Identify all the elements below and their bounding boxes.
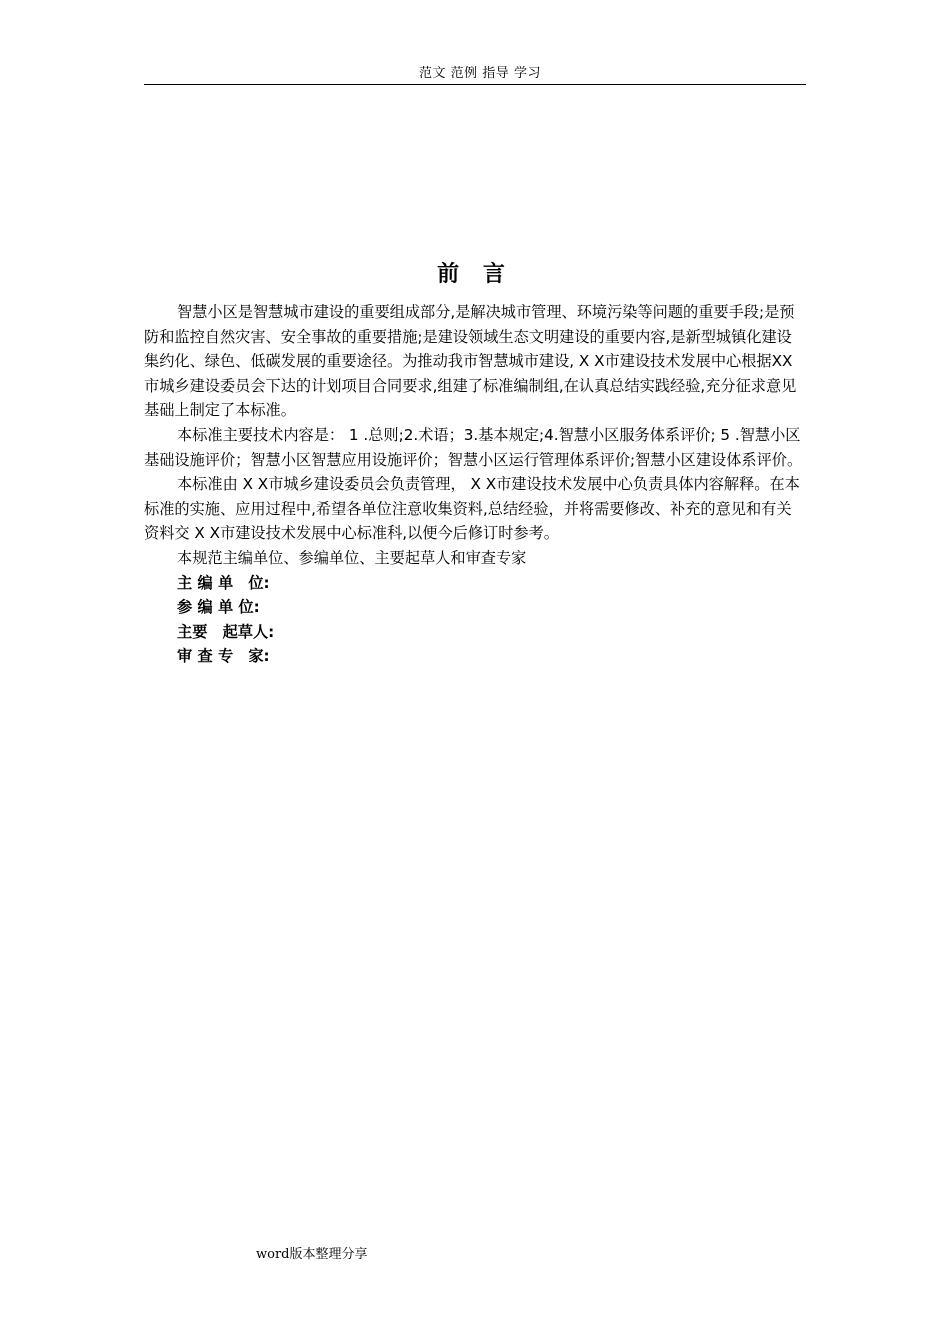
page-title: 前 言 bbox=[437, 262, 513, 287]
page-header bbox=[144, 66, 806, 85]
paragraph-intro: 智慧小区是智慧城市建设的重要组成部分,是解决城市管理、环境污染等问题的重要手段;是预防和监控自然灾害、安全事故的重要措施;是建设领域生态文明建设的重要内容,是新型城镇化建设集约化、绿色、低碳发展的重要途径。为推动我市智慧城市建设, X X市建设技术发展中心根据XX市城乡建设委员会下达的计划项目合同要求,组建了标准编制组,在认真总结实践经验,充分征求意见基础上制定了本标准。 bbox=[144, 303, 797, 420]
label-main-drafters: 主要 起草人: bbox=[177, 622, 275, 641]
label-chief-unit: 主 编 单 位: bbox=[177, 573, 270, 592]
label-review-experts: 审 查 专 家: bbox=[177, 647, 270, 666]
paragraph-contributors-intro: 本规范主编单位、参编单位、主要起草人和审查专家 bbox=[177, 548, 527, 567]
paragraph-technical-content: 本标准主要技术内容是： 1 .总则;2.术语；3.基本规定;4.智慧小区服务体系评价; 5 .智慧小区基础设施评价；智慧小区智慧应用设施评价；智慧小区运行管理体系评价;智慧小区建设体系评价。 bbox=[144, 425, 803, 469]
page-footer: word版本整理分享 bbox=[256, 1247, 368, 1262]
label-participating-unit: 参 编 单 位: bbox=[177, 598, 260, 617]
header-text: 范文 范例 指导 学习 bbox=[419, 66, 541, 81]
paragraph-management: 本标准由 X X市城乡建设委员会负责管理， X X市建设技术发展中心负责具体内容解释。在本标准的实施、应用过程中,希望各单位注意收集资料,总结经验，并将需要修改、补充的意见和有关资料交 X X市建设技术发展中心标准科,以便今后修订时参考。 bbox=[144, 475, 800, 543]
document-body bbox=[144, 300, 806, 669]
